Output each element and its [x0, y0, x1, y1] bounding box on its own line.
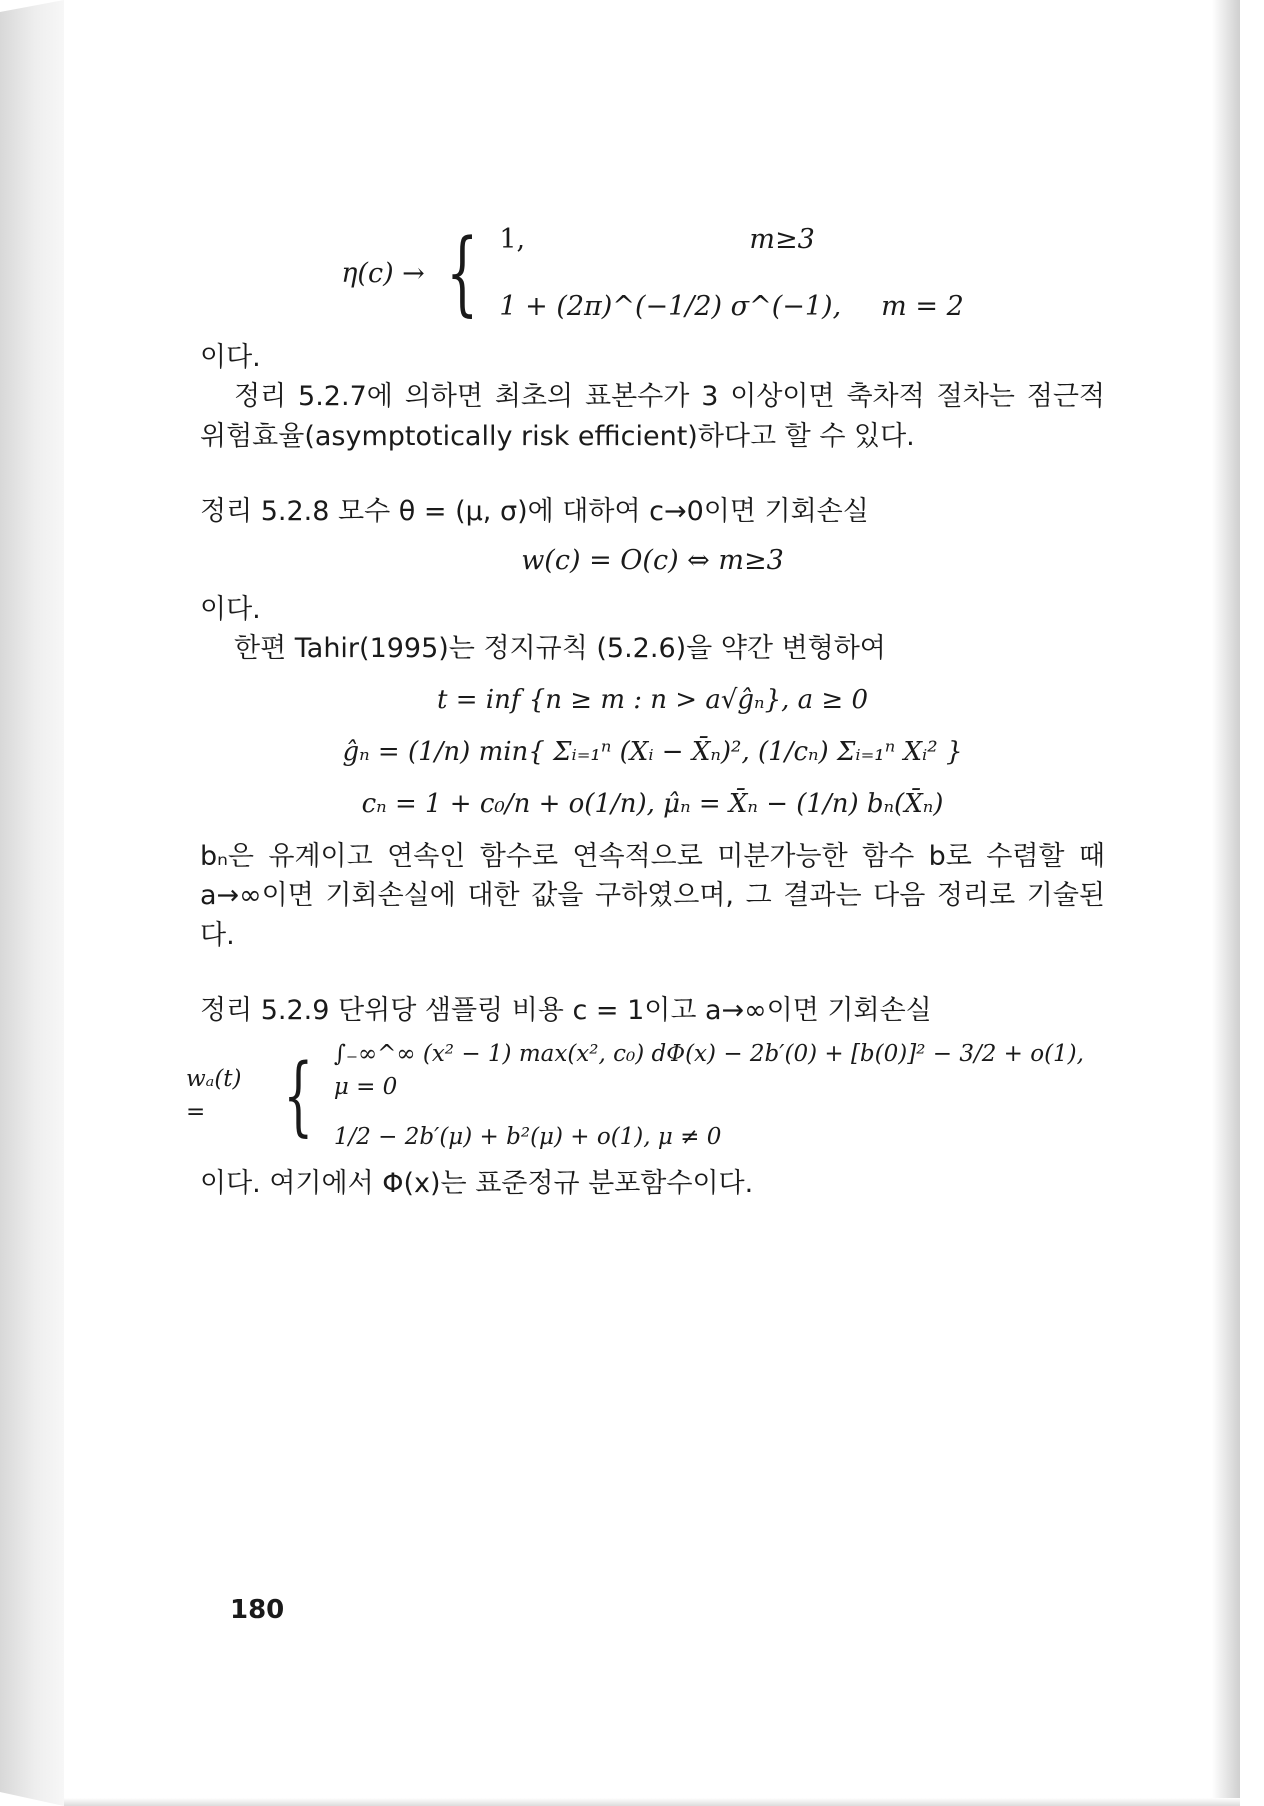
eta-cases	[499, 220, 963, 326]
equation-g-hat: ĝₙ = (1/n) min{ Σᵢ₌₁ⁿ (Xᵢ − X̄ₙ)², (1/cₙ) Σᵢ₌₁ⁿ Xᵢ² }	[342, 736, 963, 767]
eta-case-2-expr: 1 + (2π)^(−1/2) σ^(−1),	[499, 291, 842, 323]
left-brace-529: {	[283, 1045, 314, 1146]
theorem-528-statement	[200, 492, 1105, 531]
eta-case-1-expr: 1,	[499, 224, 526, 255]
eta-case-1-cond: m≥3	[749, 224, 815, 255]
page-number: 180	[230, 1595, 285, 1625]
paragraph-bn-convergence: bₙ은 유계이고 연속인 함수로 연속적으로 미분가능한 함수 b로 수렴할 때 a→∞이면 기회손실에 대한 값을 구하였으며, 그 결과는 다음 정리로 기술된다.	[200, 841, 1105, 951]
eta-case-2-cond: m = 2	[881, 291, 964, 323]
theorem-529-case-equation	[186, 1038, 1105, 1154]
theorem-528-equation: w(c) = O(c) ⇔ m≥3	[521, 544, 784, 576]
wa-cases	[334, 1038, 1105, 1154]
paragraph-theorem-527: 정리 5.2.7에 의하면 최초의 표본수가 3 이상이면 축차적 절차는 점근적 위험효율(asymptotically risk efficient)하다고 할 수 있다.	[200, 381, 1105, 452]
wa-lhs: wₐ(t) =	[186, 1065, 242, 1125]
eta-case-equation	[200, 220, 1105, 326]
page-content	[186, 219, 1105, 1203]
page-bottom-edge	[64, 1798, 1240, 1806]
wa-case-1: ∫₋∞^∞ (x² − 1) max(x², c₀) dΦ(x) − 2b′(0) + [b(0)]² − 3/2 + o(1), μ = 0	[333, 1040, 1084, 1101]
paragraph-phi-definition: 이다. 여기에서 Φ(x)는 표준정규 분포함수이다.	[200, 1167, 754, 1199]
paragraph-tahir: 한편 Tahir(1995)는 정지규칙 (5.2.6)을 약간 변형하여	[234, 633, 886, 665]
eta-case-2	[499, 287, 963, 326]
theorem-529-head: 정리 5.2.9	[200, 994, 330, 1026]
left-brace: {	[445, 219, 479, 327]
page-edge-shadow	[1212, 0, 1240, 1806]
theorem-529-statement	[200, 991, 1105, 1030]
text-ida-1: 이다.	[200, 342, 261, 374]
equation-stopping-time: t = inf {n ≥ m : n > a√ĝₙ}, a ≥ 0	[437, 685, 868, 716]
book-spine	[0, 0, 64, 1806]
eta-lhs: η(c) →	[341, 257, 425, 289]
wa-case-2: 1/2 − 2b′(μ) + b²(μ) + o(1), μ ≠ 0	[333, 1123, 722, 1150]
text-ida-2: 이다.	[200, 593, 261, 625]
theorem-528-head: 정리 5.2.8	[200, 495, 330, 527]
equation-c-n-mu-hat: cₙ = 1 + c₀/n + o(1/n), μ̂ₙ = X̄ₙ − (1/n) bₙ(X̄ₙ)	[361, 788, 944, 819]
eta-case-1	[499, 220, 963, 259]
theorem-528-body: 모수 θ = (μ, σ)에 대하여 c→0이면 기회손실	[338, 495, 869, 527]
theorem-529-body: 단위당 샘플링 비용 c = 1이고 a→∞이면 기회손실	[338, 994, 932, 1026]
